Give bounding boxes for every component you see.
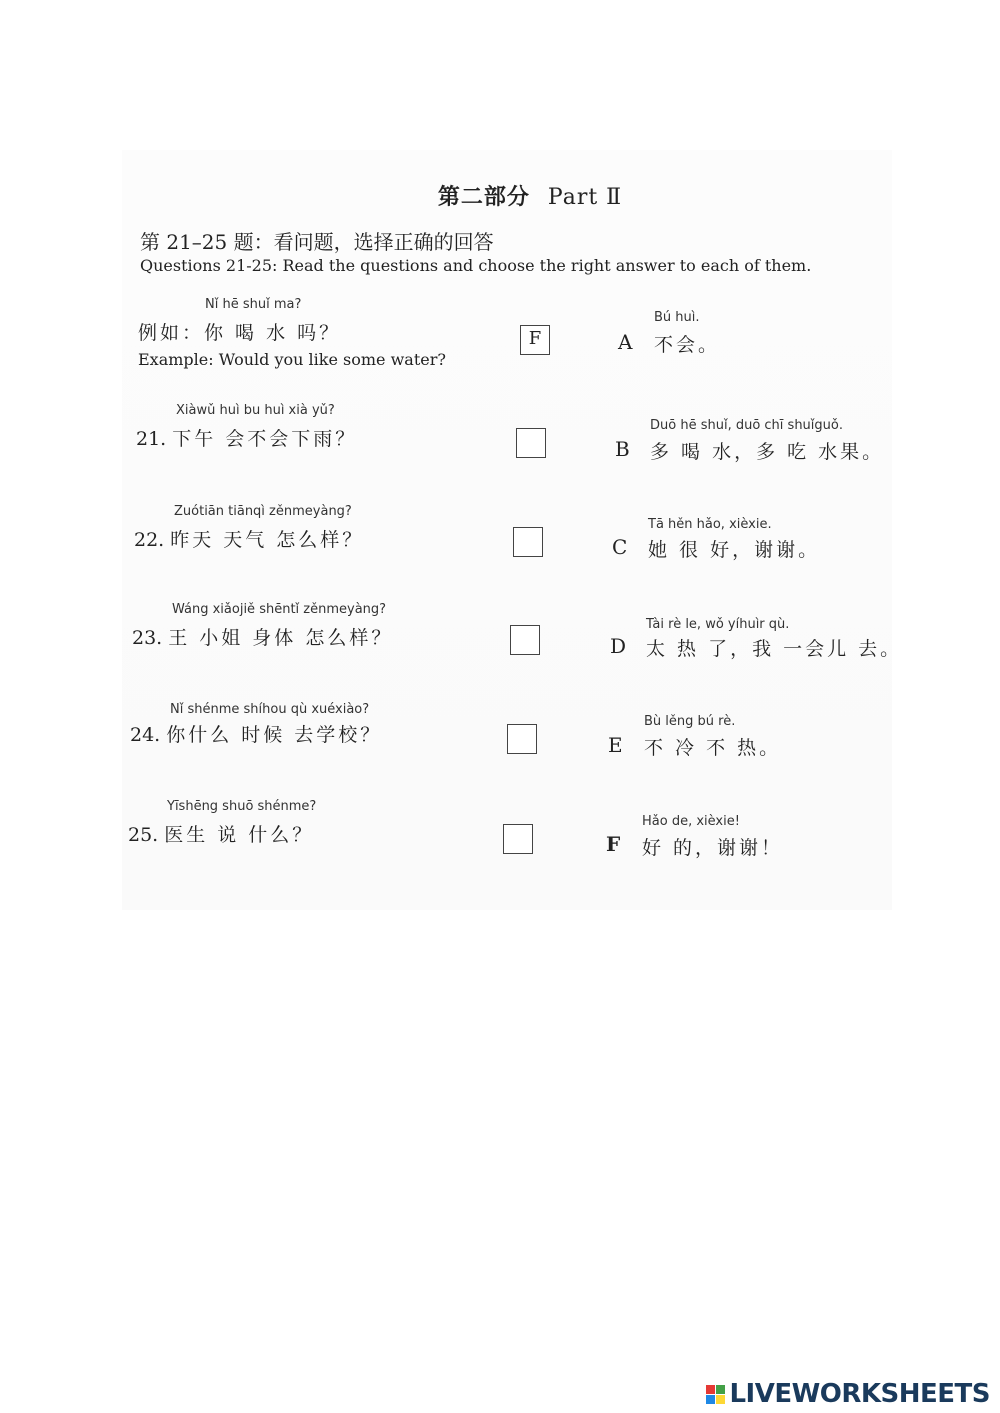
page-title [60,180,1000,211]
brand-name: LIVEWORKSHEETS [729,1379,990,1409]
answer-b-letter: B [615,437,630,461]
q24-text [130,720,382,747]
q23-text [132,623,393,650]
q21-pinyin: Xiàwǔ huì bu huì xià yǔ? [176,403,335,418]
q23-answer-box[interactable] [510,625,540,655]
answer-a-pinyin: Bú huì. [654,310,700,325]
logo-square-green [716,1385,725,1394]
answer-d-letter: D [610,634,627,658]
answer-a-hanzi: 不会。 [654,334,721,356]
answer-f-hanzi: 好 的，谢谢！ [642,837,784,859]
q21-text [136,424,357,451]
answer-b-hanzi: 多 喝 水，多 吃 水果。 [650,441,885,463]
answer-c-pinyin: Tā hěn hǎo, xièxie. [648,517,772,532]
example-pinyin: Nǐ hē shuǐ ma? [205,297,302,312]
example-english: Example: Would you like some water? [138,350,446,369]
answer-e-hanzi: 不 冷 不 热。 [644,737,782,759]
q22-number: 22. [134,529,165,551]
q23-number: 23. [132,627,163,649]
q24-hanzi: 你什么 时候 去学校？ [166,724,383,746]
answer-e-letter: E [608,733,623,757]
logo-square-red [706,1385,715,1394]
answer-d-hanzi: 太 热 了，我 一会儿 去。 [646,638,903,660]
liveworksheets-logo-icon [706,1385,725,1404]
example-label: 例如： [138,322,205,344]
liveworksheets-logo[interactable] [706,1379,990,1409]
q25-text [128,820,314,847]
instructions-en: Questions 21-25: Read the questions and choose the right answer to each of them. [140,256,812,275]
q21-hanzi: 下午 会不会下雨？ [172,428,358,450]
example-question [138,318,341,345]
q25-number: 25. [128,824,159,846]
q22-pinyin: Zuótiān tiānqì zěnmeyàng? [174,504,352,519]
instructions-cn: 第 21–25 题：看问题，选择正确的回答 [140,230,494,254]
q25-answer-box[interactable] [503,824,533,854]
answer-c-hanzi: 她 很 好，谢谢。 [648,539,821,561]
q22-text [134,525,364,552]
q23-hanzi: 王 小姐 身体 怎么样？ [168,627,394,649]
answer-f-letter: F [606,832,621,856]
logo-square-blue [706,1395,715,1404]
example-hanzi: 你 喝 水 吗？ [204,322,342,344]
q24-number: 24. [130,724,161,746]
q23-pinyin: Wáng xiǎojiě shēntǐ zěnmeyàng? [172,602,387,617]
q21-answer-box[interactable] [516,428,546,458]
answer-e-pinyin: Bù lěng bú rè. [644,714,736,729]
q25-hanzi: 医生 说 什么？ [164,824,315,846]
example-answer-box: F [520,325,550,355]
q25-pinyin: Yīshēng shuō shénme? [167,799,317,814]
answer-d-pinyin: Tài rè le, wǒ yíhuìr qù. [646,617,790,632]
q24-answer-box[interactable] [507,724,537,754]
q22-hanzi: 昨天 天气 怎么样？ [170,529,365,551]
q22-answer-box[interactable] [513,527,543,557]
title-part: Part Ⅱ [547,185,623,210]
title-cn: 第二部分 [437,184,530,210]
q21-number: 21. [136,428,167,450]
logo-square-yellow [716,1395,725,1404]
answer-f-pinyin: Hǎo de, xièxie! [642,814,740,829]
answer-b-pinyin: Duō hē shuǐ, duō chī shuǐguǒ. [650,418,843,433]
q24-pinyin: Nǐ shénme shíhou qù xuéxiào? [170,702,370,717]
answer-c-letter: C [612,535,628,559]
answer-a-letter: A [618,330,633,354]
